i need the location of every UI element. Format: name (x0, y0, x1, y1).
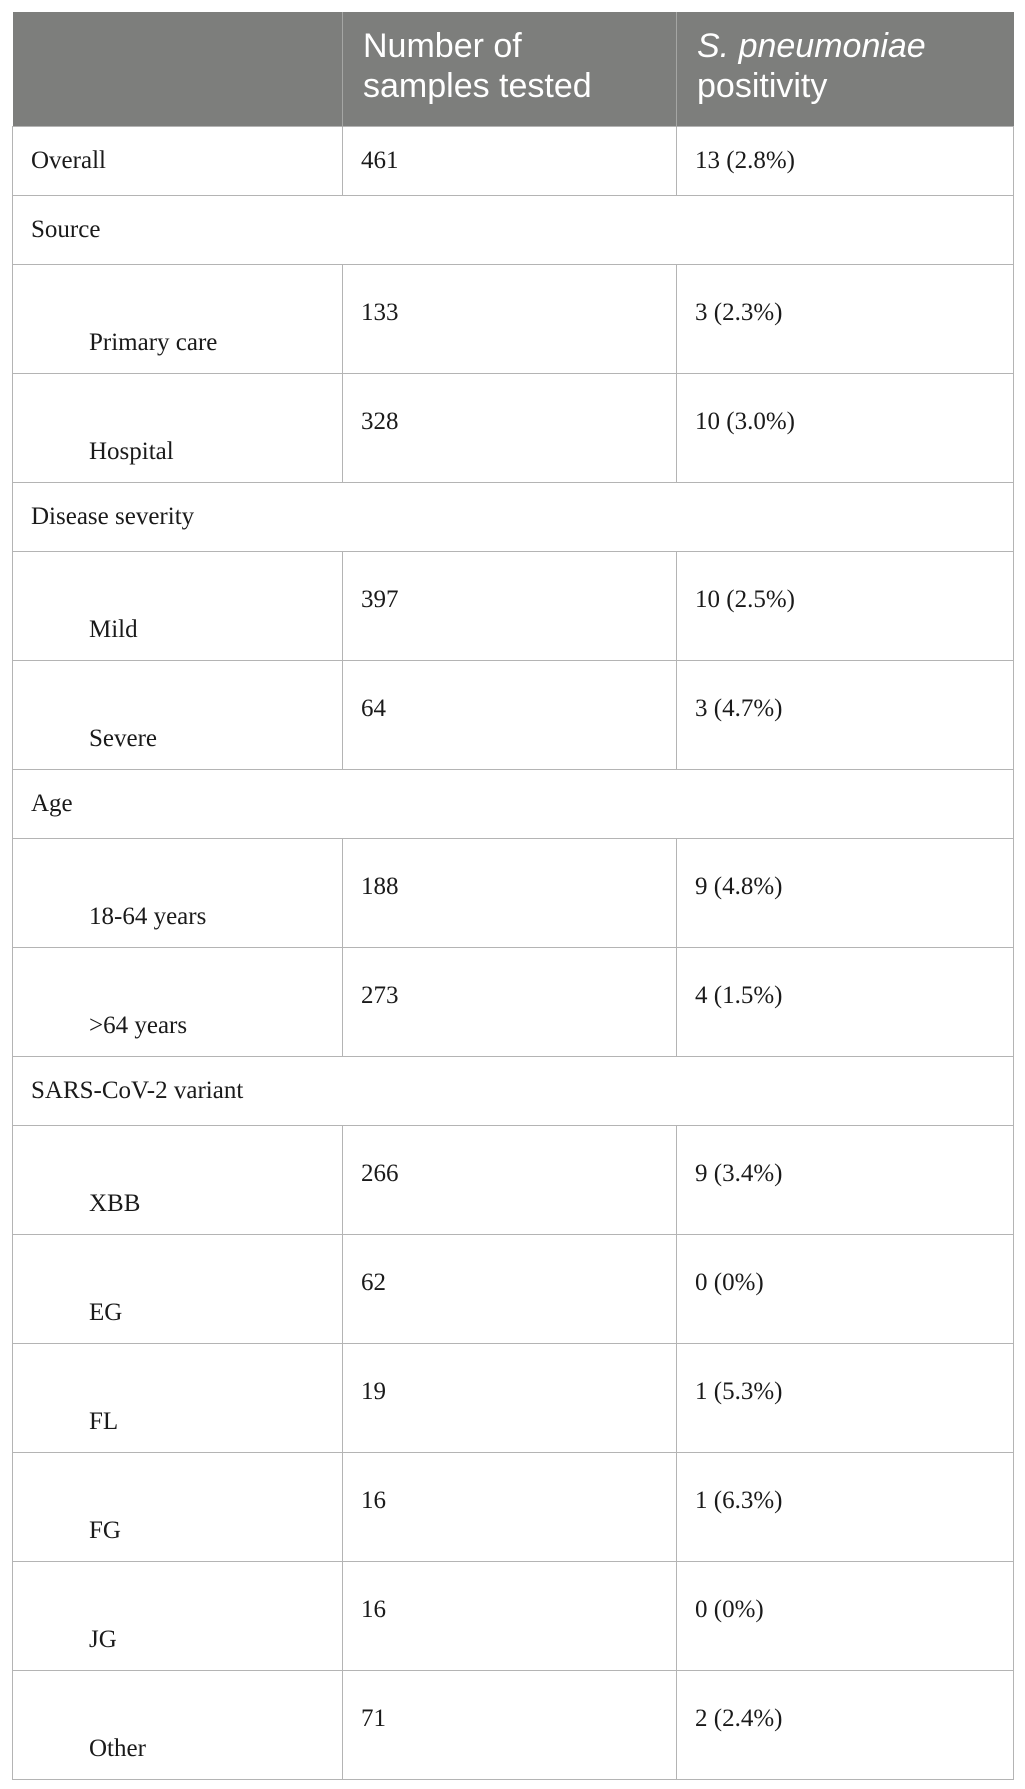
table-row (13, 1234, 1014, 1343)
row-label: >64 years (13, 947, 343, 1056)
table-row (13, 1670, 1014, 1779)
samples-tested-value: 188 (343, 838, 677, 947)
row-label: Primary care (13, 264, 343, 373)
section-label: Source (13, 195, 1014, 264)
header-samples-tested-line1: Number of (363, 27, 522, 65)
samples-tested-value: 266 (343, 1125, 677, 1234)
positivity-value: 0 (0%) (677, 1561, 1014, 1670)
positivity-value: 1 (5.3%) (677, 1343, 1014, 1452)
section-row (13, 769, 1014, 838)
samples-tested-value: 71 (343, 1670, 677, 1779)
positivity-value: 1 (6.3%) (677, 1452, 1014, 1561)
section-label: Age (13, 769, 1014, 838)
header-row (13, 12, 1014, 126)
row-label: JG (13, 1561, 343, 1670)
table-header (13, 12, 1014, 126)
samples-tested-value: 62 (343, 1234, 677, 1343)
positivity-value: 3 (4.7%) (677, 660, 1014, 769)
positivity-value: 0 (0%) (677, 1234, 1014, 1343)
row-label: XBB (13, 1125, 343, 1234)
header-empty-cell (13, 12, 343, 126)
samples-tested-value: 16 (343, 1561, 677, 1670)
section-row (13, 482, 1014, 551)
row-label: Other (13, 1670, 343, 1779)
results-table (12, 12, 1014, 1780)
row-label: Severe (13, 660, 343, 769)
samples-tested-value: 64 (343, 660, 677, 769)
section-row (13, 1056, 1014, 1125)
header-samples-tested-line2: samples tested (363, 67, 592, 105)
positivity-value: 4 (1.5%) (677, 947, 1014, 1056)
positivity-value: 10 (2.5%) (677, 551, 1014, 660)
table-row (13, 838, 1014, 947)
table-body (13, 126, 1014, 1779)
row-label: FG (13, 1452, 343, 1561)
row-label: 18-64 years (13, 838, 343, 947)
section-label: Disease severity (13, 482, 1014, 551)
positivity-value: 3 (2.3%) (677, 264, 1014, 373)
section-label: SARS-CoV-2 variant (13, 1056, 1014, 1125)
table-row (13, 1343, 1014, 1452)
row-label: EG (13, 1234, 343, 1343)
header-positivity (677, 12, 1014, 126)
positivity-value: 9 (3.4%) (677, 1125, 1014, 1234)
positivity-value: 9 (4.8%) (677, 838, 1014, 947)
row-label: Overall (13, 126, 343, 195)
header-samples-tested (343, 12, 677, 126)
header-positivity-organism: S. pneumoniae (697, 27, 926, 65)
row-label: Mild (13, 551, 343, 660)
samples-tested-value: 328 (343, 373, 677, 482)
table-row (13, 264, 1014, 373)
table-row (13, 947, 1014, 1056)
table-row (13, 660, 1014, 769)
table-row (13, 551, 1014, 660)
positivity-value: 13 (2.8%) (677, 126, 1014, 195)
positivity-value: 2 (2.4%) (677, 1670, 1014, 1779)
header-positivity-line2: positivity (697, 67, 828, 105)
samples-tested-value: 19 (343, 1343, 677, 1452)
table-row (13, 126, 1014, 195)
row-label: Hospital (13, 373, 343, 482)
table-row (13, 1125, 1014, 1234)
positivity-value: 10 (3.0%) (677, 373, 1014, 482)
section-row (13, 195, 1014, 264)
samples-tested-value: 461 (343, 126, 677, 195)
samples-tested-value: 16 (343, 1452, 677, 1561)
table-row (13, 1561, 1014, 1670)
row-label: FL (13, 1343, 343, 1452)
samples-tested-value: 133 (343, 264, 677, 373)
samples-tested-value: 273 (343, 947, 677, 1056)
samples-tested-value: 397 (343, 551, 677, 660)
table-row (13, 1452, 1014, 1561)
table-row (13, 373, 1014, 482)
